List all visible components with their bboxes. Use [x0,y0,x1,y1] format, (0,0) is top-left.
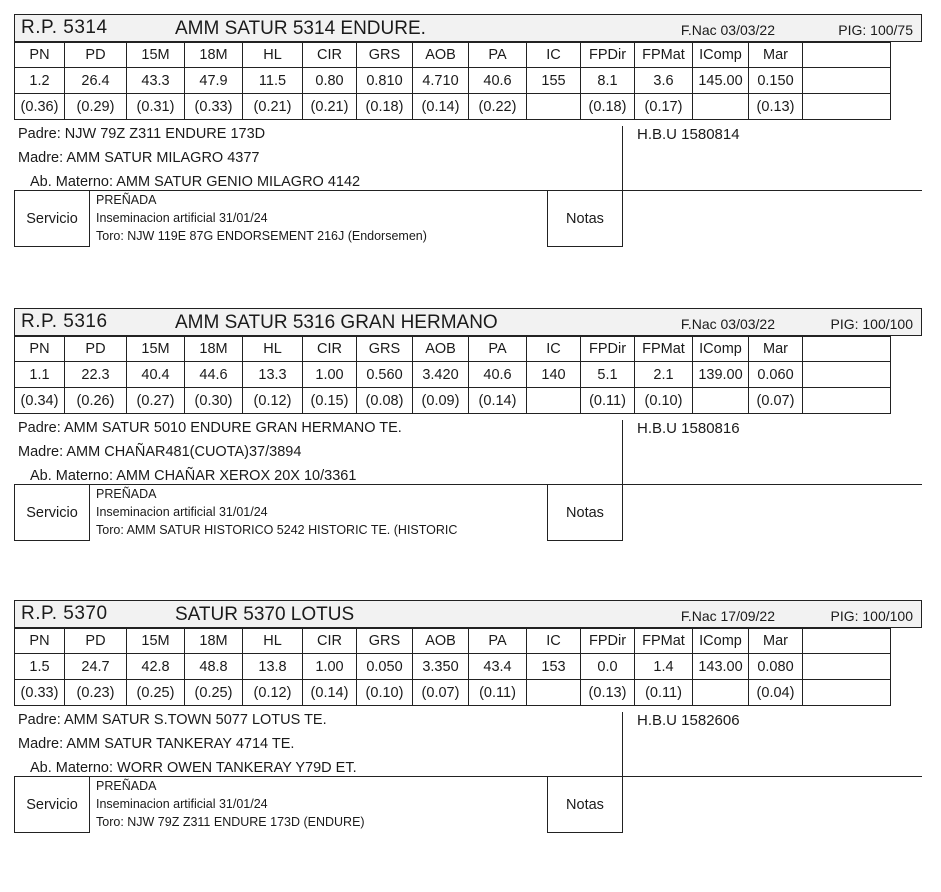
table-cell: IC [527,629,581,654]
table-cell: PN [15,629,65,654]
table-cell: FPMat [635,629,693,654]
table-cell [527,94,581,120]
table-cell: (0.04) [749,680,803,706]
card-header [14,308,922,336]
table-cell: 1.2 [15,68,65,94]
table-cell: 3.6 [635,68,693,94]
table-cell: 43.3 [127,68,185,94]
pedigree-section [14,414,922,484]
table-cell: 1.5 [15,654,65,680]
service-details [96,485,457,539]
table-cell: FPMat [635,337,693,362]
epd-header-row [15,629,891,654]
table-cell: (0.31) [127,94,185,120]
dam-label: Madre: [18,150,64,166]
table-cell: IC [527,337,581,362]
epd-header-row [15,43,891,68]
dam-label: Madre: [18,736,64,752]
sire-label: Padre: [18,126,61,142]
maternal-grandsire-label: Ab. Materno: [30,468,114,484]
service-details [96,191,427,245]
pedigree-section [14,120,922,190]
table-cell: 18M [185,629,243,654]
pig-value: PIG: 100/100 [830,316,913,332]
table-cell: (0.25) [127,680,185,706]
table-cell: 0.80 [303,68,357,94]
table-cell: 15M [127,43,185,68]
table-cell: FPDir [581,43,635,68]
table-cell: AOB [413,43,469,68]
hbu-number: H.B.U 1582606 [622,712,740,776]
sire-line [18,126,265,142]
table-cell: 3.350 [413,654,469,680]
table-cell: (0.33) [185,94,243,120]
epd-accuracy-row [15,680,891,706]
table-cell: 0.810 [357,68,413,94]
table-cell: (0.26) [65,388,127,414]
servicio-box: Servicio [14,191,90,247]
dam-line [18,444,301,460]
table-cell: (0.27) [127,388,185,414]
table-cell: 140 [527,362,581,388]
service-bull: Toro: NJW 79Z Z311 ENDURE 173D (ENDURE) [96,815,365,829]
service-type: Inseminacion artificial 31/01/24 [96,505,268,519]
table-cell [803,680,891,706]
table-cell: (0.21) [243,94,303,120]
epd-accuracy-row [15,94,891,120]
table-cell: 0.0 [581,654,635,680]
table-cell: (0.13) [749,94,803,120]
table-cell: 43.4 [469,654,527,680]
table-cell: (0.18) [581,94,635,120]
table-cell: 47.9 [185,68,243,94]
table-cell: 0.150 [749,68,803,94]
table-cell: (0.14) [469,388,527,414]
service-row [14,190,922,253]
sire-name: AMM SATUR 5010 ENDURE GRAN HERMANO TE. [63,420,402,436]
table-cell: IComp [693,629,749,654]
table-cell [803,337,891,362]
table-cell: PD [65,337,127,362]
card-header [14,600,922,628]
dam-name: AMM SATUR TANKERAY 4714 TE. [66,736,295,752]
dam-line [18,150,259,166]
table-cell: 40.6 [469,362,527,388]
table-cell: 143.00 [693,654,749,680]
table-cell [693,94,749,120]
table-cell: 0.560 [357,362,413,388]
table-cell: HL [243,629,303,654]
sire-line [18,420,402,436]
hbu-number: H.B.U 1580816 [622,420,740,484]
epd-header-row [15,337,891,362]
maternal-grandsire-line [30,760,357,776]
table-cell: FPDir [581,337,635,362]
maternal-grandsire-label: Ab. Materno: [30,174,114,190]
rp-number: R.P. 5314 [21,17,108,38]
pregnancy-status: PREÑADA [96,487,157,501]
table-cell [803,362,891,388]
table-cell: (0.11) [581,388,635,414]
table-cell: 1.4 [635,654,693,680]
notas-box: Notas [547,485,623,541]
table-cell: 1.00 [303,362,357,388]
table-cell: 0.060 [749,362,803,388]
birth-date: F.Nac 03/03/22 [680,316,775,332]
table-cell: GRS [357,337,413,362]
sire-name: NJW 79Z Z311 ENDURE 173D [64,126,266,142]
epd-values-row [15,654,891,680]
table-cell: 153 [527,654,581,680]
table-cell: Mar [749,337,803,362]
table-cell: 0.050 [357,654,413,680]
pig-value: PIG: 100/75 [838,22,913,38]
maternal-grandsire-line [30,468,356,484]
service-row [14,776,922,839]
table-cell: 0.080 [749,654,803,680]
table-cell: PA [469,629,527,654]
dam-name: AMM CHAÑAR481(CUOTA)37/3894 [66,444,302,460]
table-cell: PN [15,337,65,362]
dam-name: AMM SATUR MILAGRO 4377 [66,150,260,166]
epd-values-row [15,362,891,388]
service-row [14,484,922,547]
pig-value: PIG: 100/100 [830,608,913,624]
table-cell: (0.09) [413,388,469,414]
table-cell: (0.30) [185,388,243,414]
table-cell: (0.18) [357,94,413,120]
table-cell: 15M [127,337,185,362]
table-cell: 5.1 [581,362,635,388]
maternal-grandsire-name: WORR OWEN TANKERAY Y79D ET. [117,760,357,776]
table-cell: 26.4 [65,68,127,94]
table-cell [693,388,749,414]
epd-accuracy-row [15,388,891,414]
service-bull: Toro: NJW 119E 87G ENDORSEMENT 216J (Endorsemen) [96,229,427,243]
table-cell: (0.25) [185,680,243,706]
table-cell: 155 [527,68,581,94]
hbu-number: H.B.U 1580814 [622,126,740,190]
table-cell: GRS [357,43,413,68]
table-cell: 40.4 [127,362,185,388]
animal-card [14,14,922,253]
table-cell [803,94,891,120]
table-cell: Mar [749,43,803,68]
rp-number: R.P. 5370 [21,603,108,624]
animal-name: SATUR 5370 LOTUS [175,604,355,625]
table-cell: PA [469,337,527,362]
table-cell: (0.22) [469,94,527,120]
table-cell: 15M [127,629,185,654]
service-details [96,777,365,831]
table-cell: (0.11) [635,680,693,706]
table-cell: 4.710 [413,68,469,94]
table-cell: 22.3 [65,362,127,388]
table-cell: (0.12) [243,680,303,706]
table-cell: (0.12) [243,388,303,414]
dam-line [18,736,294,752]
table-cell: 13.8 [243,654,303,680]
table-cell: PD [65,43,127,68]
table-cell: (0.08) [357,388,413,414]
table-cell [803,388,891,414]
epd-table [14,42,891,120]
table-cell: (0.14) [303,680,357,706]
notas-box: Notas [547,777,623,833]
table-cell: FPMat [635,43,693,68]
table-cell: 44.6 [185,362,243,388]
table-cell: 40.6 [469,68,527,94]
table-cell: 11.5 [243,68,303,94]
table-cell: 1.00 [303,654,357,680]
table-cell: HL [243,43,303,68]
maternal-grandsire-name: AMM SATUR GENIO MILAGRO 4142 [116,174,361,190]
table-cell: (0.23) [65,680,127,706]
table-cell: (0.21) [303,94,357,120]
table-cell: (0.07) [413,680,469,706]
table-cell: 145.00 [693,68,749,94]
table-cell: AOB [413,629,469,654]
table-cell: 18M [185,337,243,362]
notas-box: Notas [547,191,623,247]
table-cell: (0.11) [469,680,527,706]
service-type: Inseminacion artificial 31/01/24 [96,797,268,811]
service-type: Inseminacion artificial 31/01/24 [96,211,268,225]
table-cell [803,68,891,94]
maternal-grandsire-label: Ab. Materno: [30,760,114,776]
table-cell [527,388,581,414]
table-cell: (0.14) [413,94,469,120]
table-cell: CIR [303,337,357,362]
servicio-box: Servicio [14,777,90,833]
animal-card [14,600,922,839]
servicio-box: Servicio [14,485,90,541]
sire-line [18,712,327,728]
table-cell: CIR [303,43,357,68]
table-cell: (0.15) [303,388,357,414]
table-cell: 1.1 [15,362,65,388]
sire-label: Padre: [18,420,61,436]
service-bull: Toro: AMM SATUR HISTORICO 5242 HISTORIC TE. (HISTORIC [96,523,458,537]
table-cell: (0.29) [65,94,127,120]
table-cell: 48.8 [185,654,243,680]
table-cell [803,43,891,68]
table-cell: PA [469,43,527,68]
table-cell: HL [243,337,303,362]
table-cell: IC [527,43,581,68]
maternal-grandsire-line [30,174,360,190]
birth-date: F.Nac 17/09/22 [680,608,775,624]
card-header [14,14,922,42]
table-cell: IComp [693,43,749,68]
table-cell: (0.34) [15,388,65,414]
table-cell: Mar [749,629,803,654]
table-cell: (0.10) [357,680,413,706]
table-cell: PN [15,43,65,68]
table-cell: (0.07) [749,388,803,414]
table-cell: 8.1 [581,68,635,94]
pregnancy-status: PREÑADA [96,193,157,207]
table-cell: (0.10) [635,388,693,414]
table-cell: 13.3 [243,362,303,388]
table-cell [693,680,749,706]
birth-date: F.Nac 03/03/22 [680,22,775,38]
table-cell: (0.33) [15,680,65,706]
table-cell: CIR [303,629,357,654]
table-cell: AOB [413,337,469,362]
table-cell [803,654,891,680]
table-cell: (0.17) [635,94,693,120]
table-cell: GRS [357,629,413,654]
pregnancy-status: PREÑADA [96,779,157,793]
table-cell: FPDir [581,629,635,654]
table-cell: 42.8 [127,654,185,680]
table-cell: 18M [185,43,243,68]
animal-name: AMM SATUR 5314 ENDURE. [175,18,426,39]
sire-name: AMM SATUR S.TOWN 5077 LOTUS TE. [63,712,327,728]
sire-label: Padre: [18,712,61,728]
animal-name: AMM SATUR 5316 GRAN HERMANO [175,312,498,333]
pedigree-section [14,706,922,776]
table-cell: 2.1 [635,362,693,388]
table-cell: (0.36) [15,94,65,120]
dam-label: Madre: [18,444,64,460]
epd-table [14,628,891,706]
rp-number: R.P. 5316 [21,311,108,332]
animal-card [14,308,922,547]
table-cell: PD [65,629,127,654]
table-cell: (0.13) [581,680,635,706]
table-cell: 24.7 [65,654,127,680]
table-cell [803,629,891,654]
epd-table [14,336,891,414]
table-cell: 3.420 [413,362,469,388]
table-cell: 139.00 [693,362,749,388]
table-cell [527,680,581,706]
epd-values-row [15,68,891,94]
table-cell: IComp [693,337,749,362]
maternal-grandsire-name: AMM CHAÑAR XEROX 20X 10/3361 [116,468,357,484]
